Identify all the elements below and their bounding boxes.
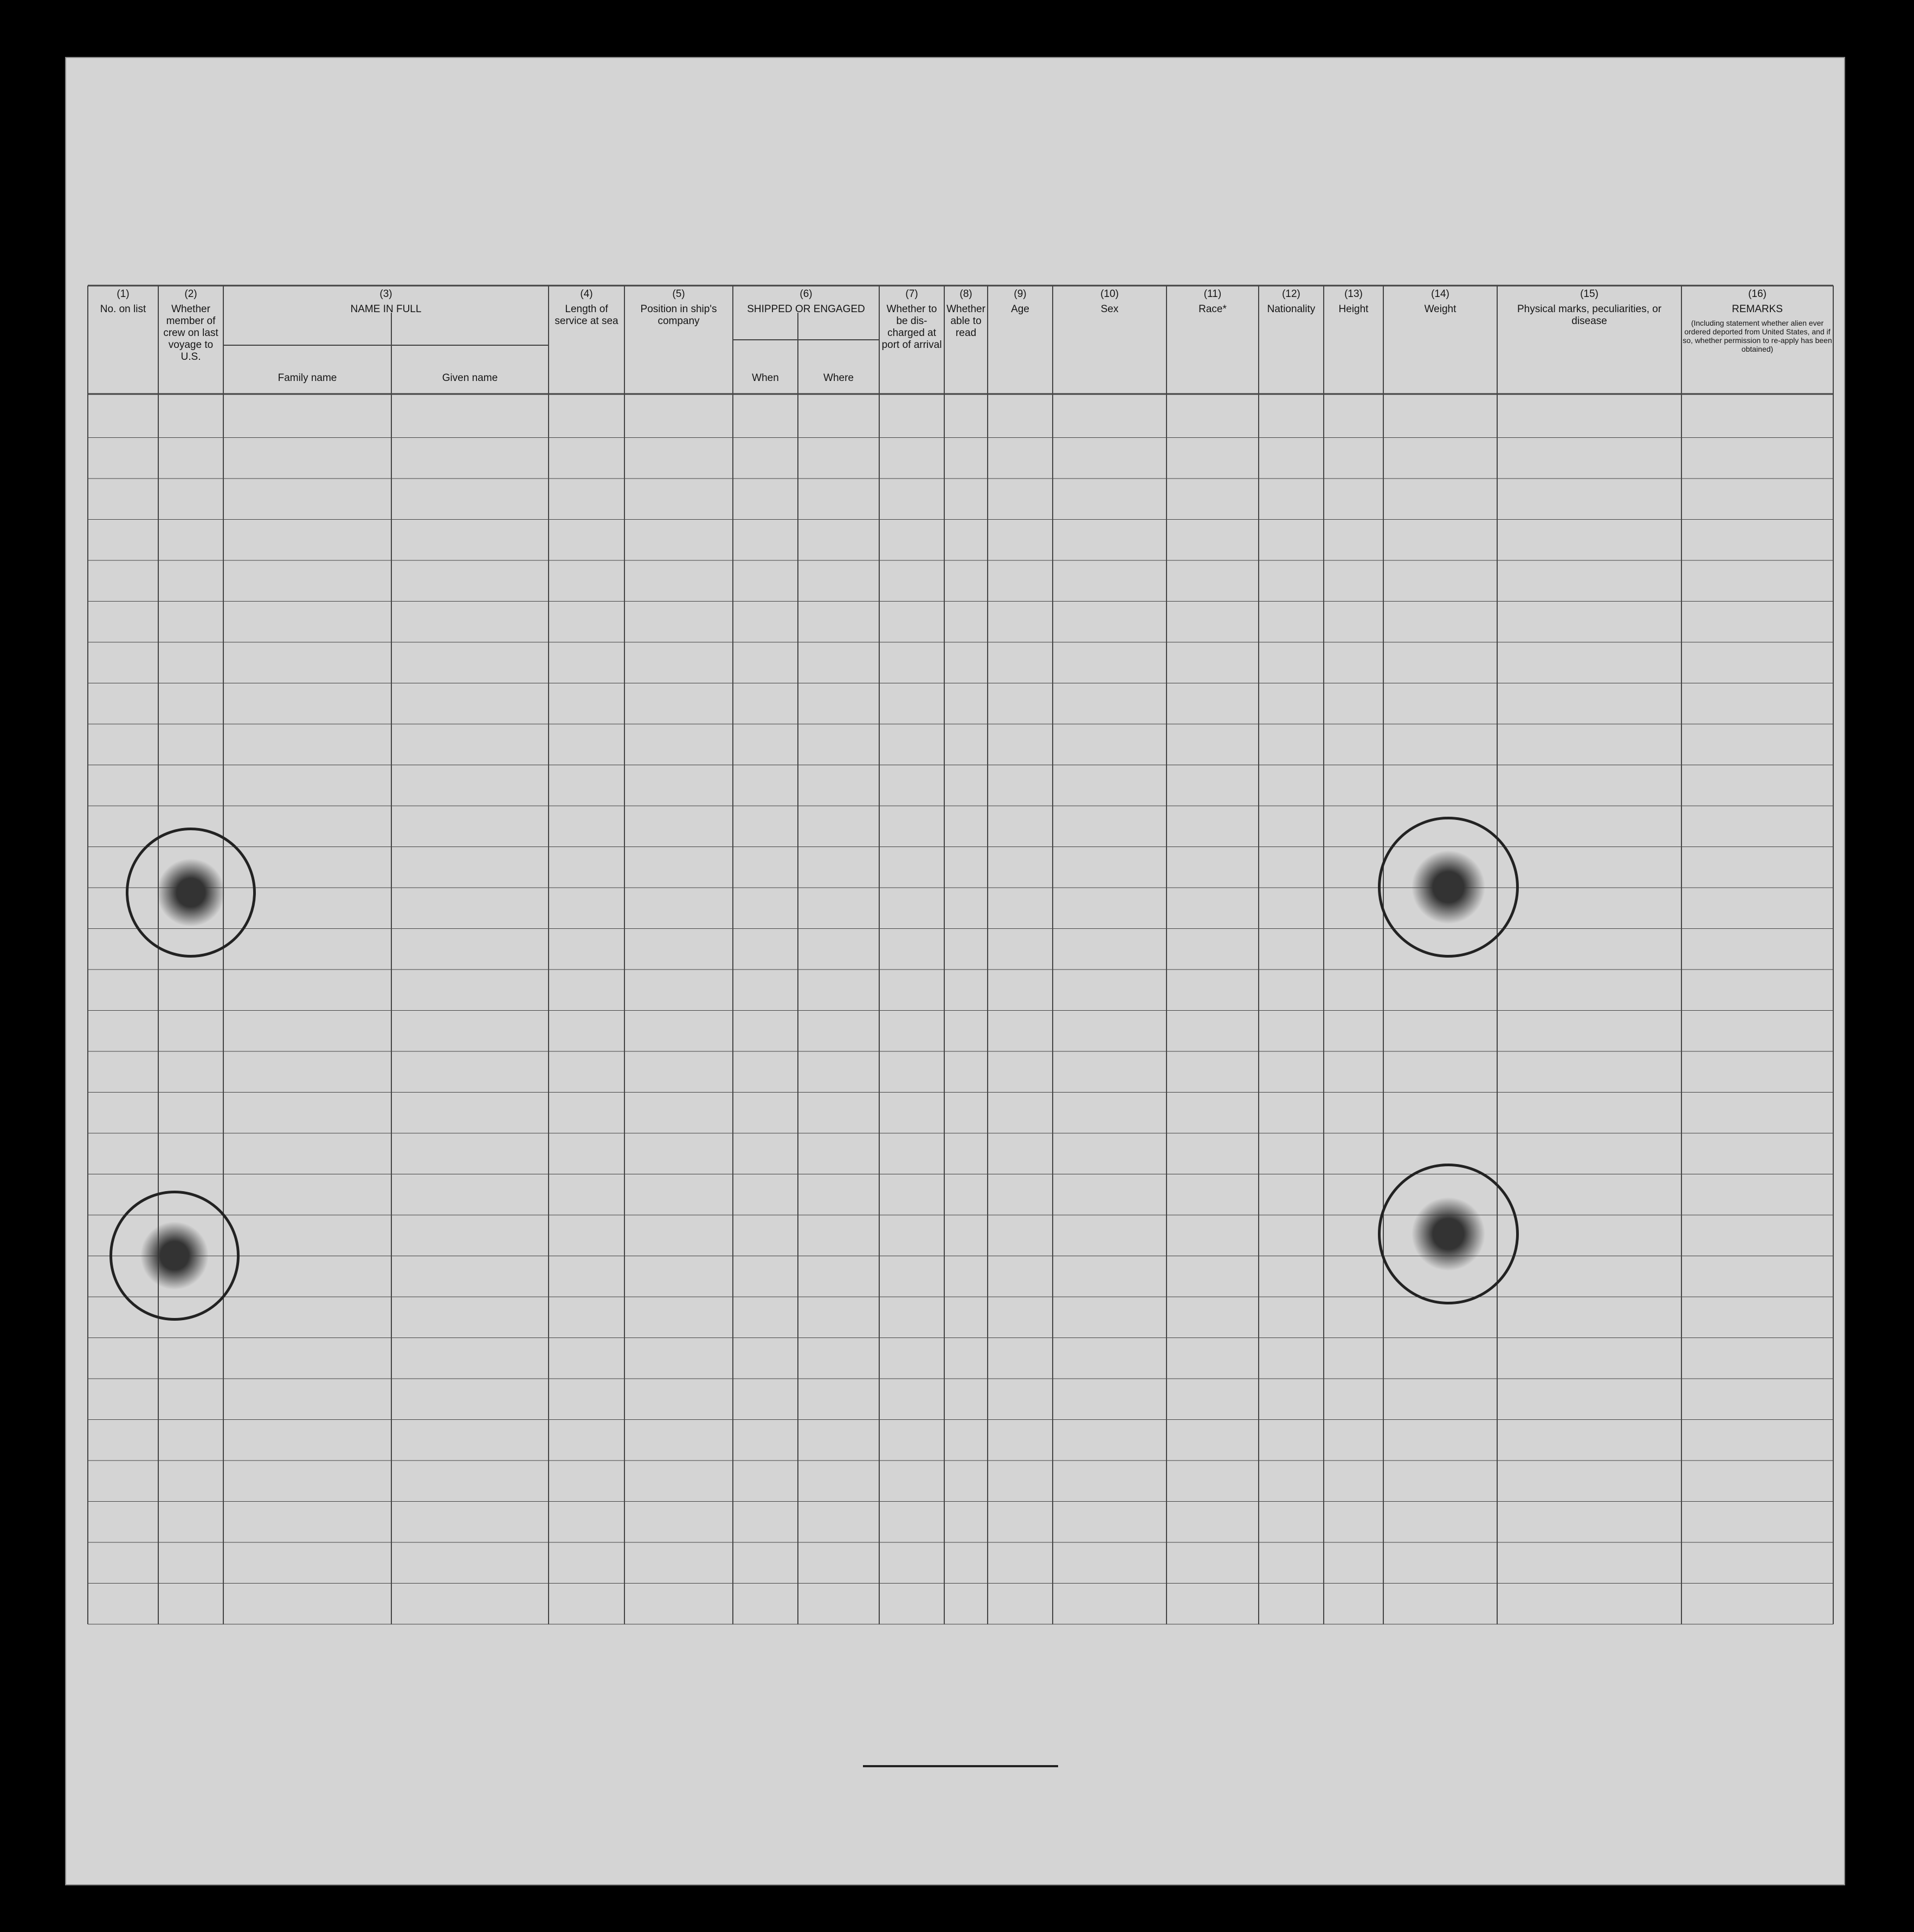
- column-label: No. on list: [100, 303, 146, 315]
- consulate-seal-left-2: [109, 1191, 240, 1321]
- column-label: Age: [1011, 303, 1029, 315]
- column-label: REMARKS: [1732, 303, 1783, 315]
- column-header-6: [733, 288, 879, 319]
- column-subheader: Family name: [278, 372, 337, 384]
- column-subheader: When: [752, 372, 779, 384]
- column-number: (6): [800, 288, 813, 300]
- line-row: [147, 1735, 906, 1762]
- column-label: SHIPPED OR ENGAGED: [747, 303, 865, 315]
- column-header-13: [1324, 288, 1383, 319]
- column-header-8: [944, 288, 988, 343]
- column-label: Position in ship's company: [640, 303, 717, 327]
- column-header-2: [158, 288, 223, 366]
- column-label: Whether to be dis-charged at port of arrival: [881, 303, 942, 351]
- column-label: Whether member of crew on last voyage to U.S.: [163, 303, 218, 363]
- column-label: Height: [1338, 303, 1369, 315]
- column-header-16: [1681, 288, 1833, 353]
- column-note: (Including statement whether alien ever ordered deported from United States, and if so, whether permission to re-apply has been obtained): [1683, 319, 1832, 353]
- agents-row: [147, 1789, 906, 1817]
- column-subheader: Given name: [442, 372, 498, 384]
- column-number: (9): [1014, 288, 1027, 300]
- column-header-3: [223, 288, 549, 319]
- column-header-9: [988, 288, 1053, 319]
- column-number: (5): [672, 288, 685, 300]
- column-number: (8): [959, 288, 972, 300]
- column-header-7: [879, 288, 944, 354]
- consulate-seal-left-1: [126, 828, 256, 958]
- column-number: (4): [580, 288, 593, 300]
- column-number: (10): [1100, 288, 1119, 300]
- column-header-5: [624, 288, 733, 331]
- column-number: (13): [1344, 288, 1363, 300]
- column-label: Length of service at sea: [555, 303, 618, 327]
- column-number: (12): [1282, 288, 1300, 300]
- column-number: (16): [1748, 288, 1767, 300]
- column-header-11: [1167, 288, 1259, 319]
- column-number: (7): [905, 288, 918, 300]
- manifest-sheet: [65, 57, 1845, 1885]
- footer-block: [147, 1735, 906, 1817]
- column-label: NAME IN FULL: [350, 303, 422, 315]
- column-number: (15): [1580, 288, 1599, 300]
- column-label: Sex: [1100, 303, 1119, 315]
- column-label: Race*: [1198, 303, 1227, 315]
- column-header-15: [1497, 288, 1681, 331]
- column-header-1: [88, 288, 158, 319]
- column-number: (1): [117, 288, 130, 300]
- column-header-4: [549, 288, 624, 331]
- column-number: (14): [1431, 288, 1449, 300]
- column-label: Whether able to read: [946, 303, 985, 339]
- inspector-signature-line: [863, 1765, 1058, 1767]
- column-number: (3): [379, 288, 392, 300]
- column-label: Nationality: [1267, 303, 1316, 315]
- column-label: Physical marks, peculiarities, or disease: [1517, 303, 1662, 327]
- column-header-14: [1383, 288, 1497, 319]
- consulate-seal-right-1: [1378, 817, 1519, 958]
- column-header-10: [1053, 288, 1167, 319]
- owners-row: [147, 1762, 906, 1789]
- column-label: Weight: [1424, 303, 1457, 315]
- column-header-12: [1259, 288, 1324, 319]
- consulate-seal-right-2: [1378, 1164, 1519, 1304]
- column-number: (11): [1203, 288, 1222, 300]
- column-number: (2): [184, 288, 197, 300]
- column-subheader: Where: [823, 372, 854, 384]
